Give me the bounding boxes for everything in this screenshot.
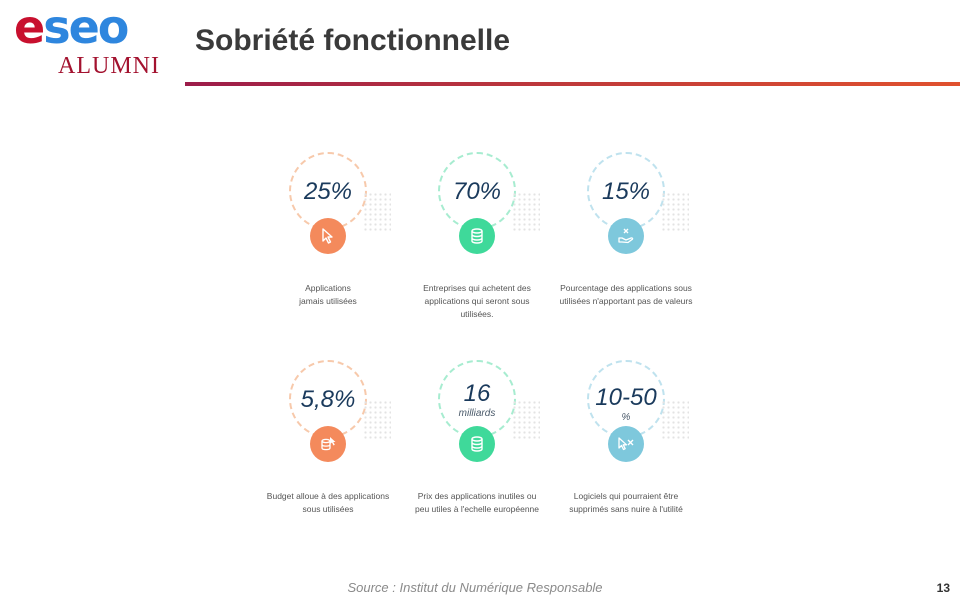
- stat-card-removable-software: [541, 360, 711, 540]
- logo-subtitle: ALUMNI: [58, 53, 160, 79]
- coins-cursor-icon: [310, 426, 346, 462]
- cursor-icon: [310, 218, 346, 254]
- hand-cross-icon: [608, 218, 644, 254]
- stat-value: 15%: [601, 178, 651, 205]
- stat-unit: milliards: [458, 408, 496, 419]
- stat-description: Prix des applications inutiles ou peu utiles à l'echelle européenne: [414, 491, 540, 514]
- database-icon: [459, 426, 495, 462]
- stat-description: Budget alloue à des applications sous utilisées: [266, 491, 390, 514]
- stat-value: 10-50: [595, 384, 657, 411]
- slide-title: Sobriété fonctionnelle: [195, 24, 511, 57]
- database-icon: [459, 218, 495, 254]
- title-divider: [185, 82, 960, 86]
- source-citation: Source : Institut du Numérique Responsable: [347, 580, 603, 595]
- stat-value: 25%: [303, 178, 353, 205]
- page-number: 13: [936, 581, 950, 595]
- logo-wordmark: eseo: [14, 0, 128, 54]
- dot-pattern: [512, 400, 540, 440]
- stat-description: Logiciels qui pourraient être supprimés sans nuire à l'utilité: [569, 491, 683, 514]
- cursor-cross-icon: [608, 426, 644, 462]
- stat-unit: %: [621, 412, 631, 423]
- stat-value: 5,8%: [300, 386, 356, 413]
- stat-description: Applications jamais utilisées: [299, 283, 357, 306]
- stat-description: Entreprises qui achetent des applications qui seront sous utilisées.: [423, 283, 531, 319]
- eseo-alumni-logo: [14, 0, 164, 79]
- stat-value: 16: [463, 380, 491, 407]
- stat-card-no-value-apps: [541, 152, 711, 332]
- stat-value: 70%: [452, 178, 502, 205]
- stat-description: Pourcentage des applications sous utilisées n'apportant pas de valeurs: [559, 283, 693, 306]
